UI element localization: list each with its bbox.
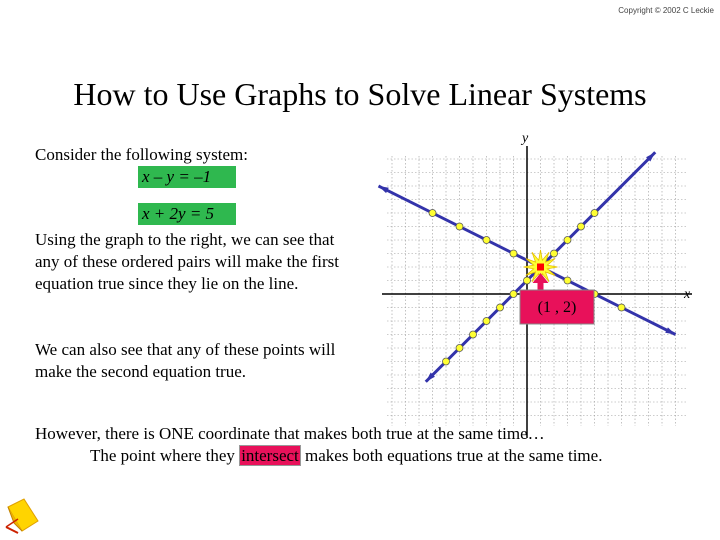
line-1-point <box>497 304 504 311</box>
intersect-highlight: intersect <box>241 446 299 465</box>
line-2-point <box>456 223 463 230</box>
equation-1-box: x – y = –1 <box>138 166 236 188</box>
line-1-point <box>591 210 598 217</box>
conclusion-before: The point where they <box>90 446 240 465</box>
coordinate-graph <box>372 126 702 441</box>
explanation-line2-text: We can also see that any of these points will make the second equation true. <box>35 340 336 381</box>
line-1-point <box>551 250 558 257</box>
line-2-point <box>429 210 436 217</box>
conclusion-after: makes both equations true at the same time. <box>300 446 603 465</box>
line-2-arrow-end <box>665 327 675 334</box>
line-1-point <box>483 318 490 325</box>
line-2-point <box>618 304 625 311</box>
intro-text: Consider the following system: <box>35 145 248 164</box>
conclusion-line1: However, there is ONE coordinate that makes both true at the same time… <box>35 424 545 443</box>
slide-title: How to Use Graphs to Solve Linear Systems <box>73 76 647 112</box>
line-1-point <box>470 331 477 338</box>
x-axis-label: x <box>684 287 691 302</box>
line-1-point <box>443 358 450 365</box>
note-icon <box>4 497 40 535</box>
line-1-point <box>456 345 463 352</box>
intersection-label: (1 , 2) <box>537 299 577 316</box>
copyright-notice: Copyright © 2002 C Leckie <box>618 6 714 15</box>
line-2-point <box>483 237 490 244</box>
conclusion-line2 <box>35 445 695 467</box>
line-1-point <box>524 277 531 284</box>
line-2-point <box>510 250 517 257</box>
line-1-point <box>510 291 517 298</box>
line-1-point <box>578 223 585 230</box>
equation-2-box: x + 2y = 5 <box>138 203 236 225</box>
explanation-line1-text: Using the graph to the right, we can see that any of these ordered pairs will make the first equation true since they lie on the line. <box>35 230 340 293</box>
intersection-point <box>537 264 544 271</box>
line-2-point <box>564 277 571 284</box>
line-2-arrow-start <box>379 186 389 193</box>
line-1-point <box>564 237 571 244</box>
y-axis-label: y <box>522 131 529 146</box>
